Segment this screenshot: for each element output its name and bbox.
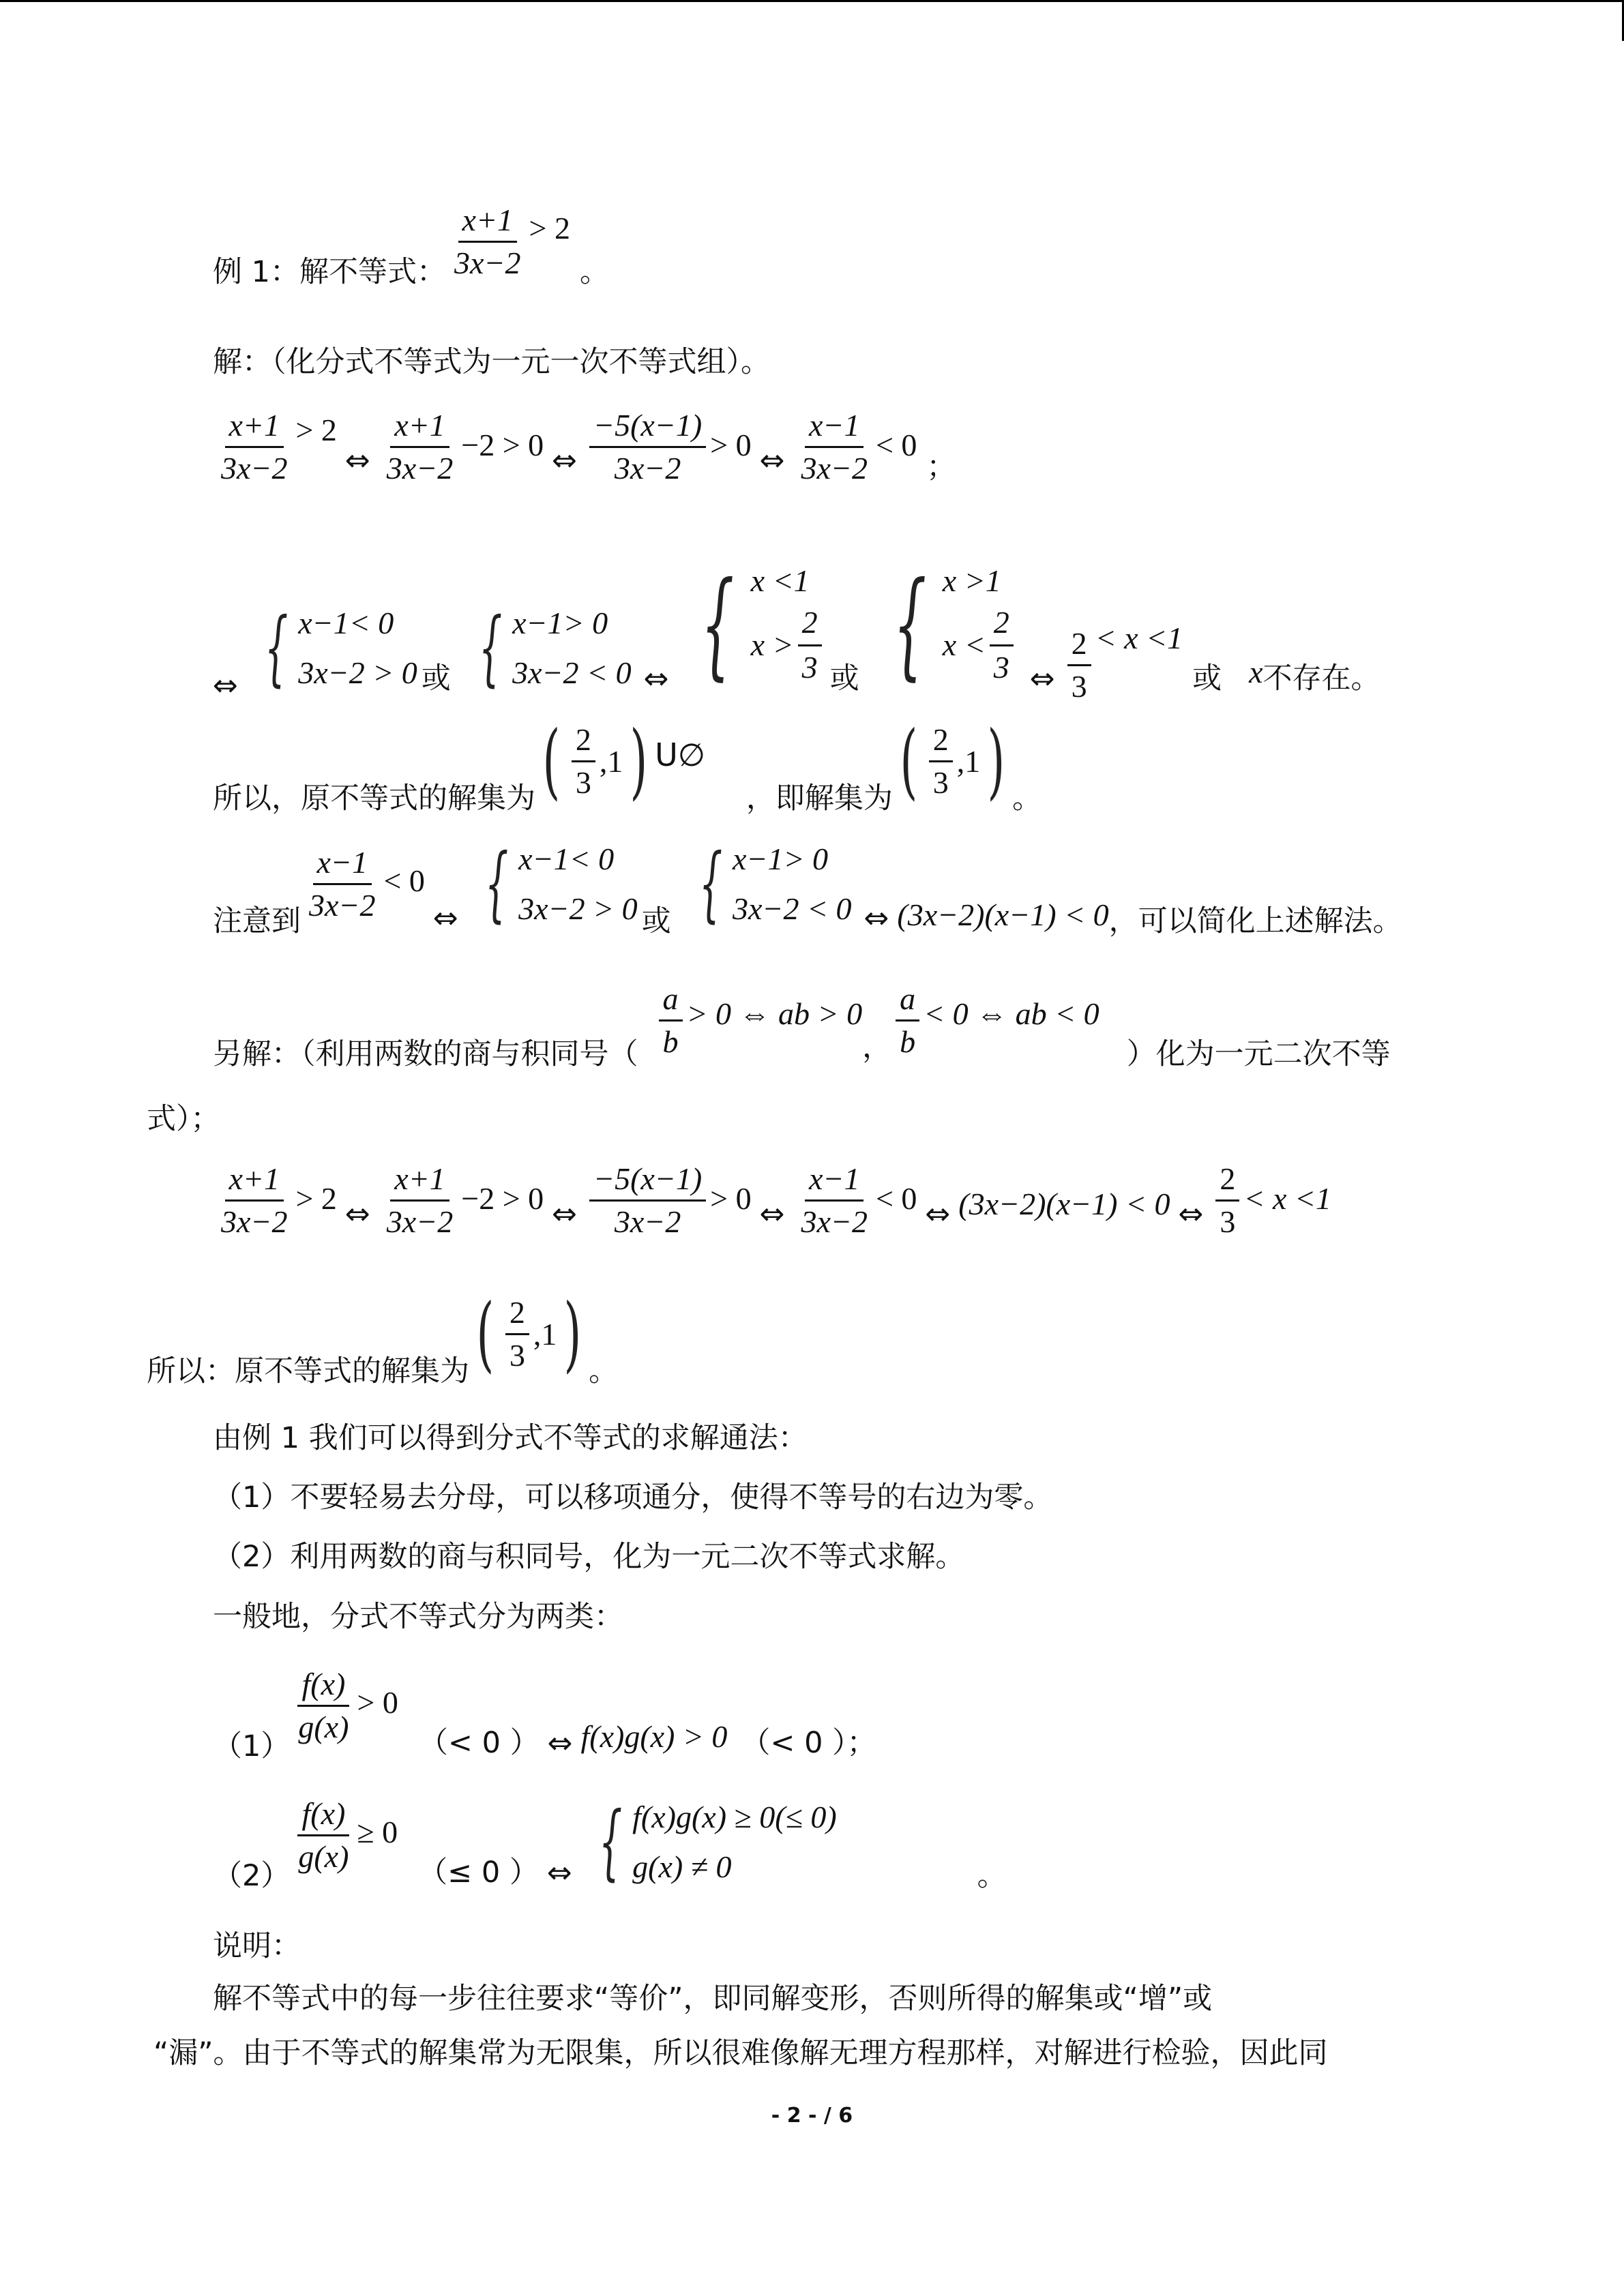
or-2: 或: [829, 661, 859, 696]
alt-cont: 式）；: [147, 1102, 220, 1136]
frac-3: $\frac{-5(x-1)}{3x-2}$: [589, 409, 706, 486]
chain1-end: ；: [926, 450, 956, 485]
example-rel: > 2: [529, 210, 570, 245]
tail-text: 不存在。: [1263, 661, 1381, 696]
system-3: { x <1 x > $\frac{2}{3}$: [681, 564, 825, 685]
remark-p1: 解不等式中的每一步往往要求“等价”，即同解变形，否则所得的解集或“增”或: [213, 1982, 1213, 2016]
general-p4: 一般地，分式不等式分为两类：: [213, 1600, 623, 1634]
frac-1: $\frac{x+1}{3x-2}$: [221, 408, 288, 486]
alt-post: ）化为一元二次不等: [1126, 1037, 1391, 1071]
general-p3: （2）利用两数的商与积同号，化为一元二次不等式求解。: [213, 1540, 965, 1574]
note-pre: 注意到: [213, 904, 301, 938]
system-1: { x−1< 0 3x−2 > 0: [264, 600, 417, 696]
frac-4: $\frac{x-1}{3x-2}$: [801, 408, 868, 486]
iff-3: ⇔: [759, 443, 785, 478]
chain-3: $\frac{x+1}{3x-2}$ > 2 ⇔ $\frac{x+1}{3x-2}$ −2 > 0 ⇔ $\frac{-5(x-1)}{3x-2}$ > 0 ⇔ $\frac{x-1}{3x-2}$ < 0 ⇔ (3x−2)(x−1) < 0 ⇔ $\frac{2}{3}$ < x <1: [221, 1161, 1331, 1240]
tail-var: x: [1249, 654, 1263, 689]
answer-1: 所以，原不等式的解集为 ( $\frac{2}{3}$ ,1 ) U∅ ，即解集为 ( $\frac{2}{3}$ ,1 ) 。: [213, 713, 1042, 816]
system-4: { x >1 x < $\frac{2}{3}$: [873, 564, 1018, 685]
or-1: 或: [421, 661, 451, 696]
result-frac: $\frac{2}{3}$: [1067, 627, 1091, 704]
note-product: (3x−2)(x−1) < 0: [897, 897, 1109, 932]
solution-heading: [213, 345, 770, 379]
note-line: 注意到 $\frac{x-1}{3x-2}$ < 0 ⇔ { x−1< 0 3x−2 > 0 或 { x−1> 0 3x−2 < 0 ⇔ (3x−2)(x−1) < 0 ，可以简化上述解法。: [213, 836, 1402, 938]
top-border: [0, 0, 1624, 2]
iff-6: ⇔: [1029, 661, 1055, 696]
example-end: 。: [579, 255, 609, 289]
rel-2: −2 > 0: [461, 428, 544, 463]
type-2: （2） $\frac{f(x)}{g(x)}$ ≥ 0 （≤ 0 ） ⇔ { f(x)g(x) ≥ 0(≤ 0) g(x) ≠ 0 。: [213, 1794, 1007, 1893]
example-fraction: $\frac{x+1}{3x-2}$: [454, 202, 521, 280]
remark-p2: “漏”。由于不等式的解集常为无限集，所以很难像解无理方程那样，对解进行检验，因此同: [153, 2036, 1328, 2070]
rel-4: < 0: [875, 428, 917, 463]
note-system-2: { x−1> 0 3x−2 < 0: [698, 836, 852, 931]
note-post: ，可以简化上述解法。: [1108, 904, 1402, 938]
page-number: - 2 - / 6: [771, 2104, 853, 2128]
union-empty: U∅: [655, 736, 705, 773]
answer1-mid: ，即解集为: [745, 781, 893, 816]
chain-1: [213, 409, 956, 486]
type2-system: { f(x)g(x) ≥ 0(≤ 0) g(x) ≠ 0: [598, 1794, 837, 1890]
example-label: 例 1：解不等式：: [213, 255, 447, 289]
remark-title: 说明：: [213, 1929, 301, 1963]
iff-1: ⇔: [344, 443, 370, 478]
frac-2: $\frac{x+1}{3x-2}$: [386, 408, 454, 486]
general-p1: 由例 1 我们可以得到分式不等式的求解通法：: [213, 1421, 808, 1455]
type-1: （1） $\frac{f(x)}{g(x)}$ > 0 （< 0 ） ⇔ f(x)g(x) > 0 （< 0 ）；: [213, 1666, 876, 1763]
iff-4: ⇔: [213, 668, 238, 703]
rel-3: > 0: [710, 428, 752, 463]
system-2: { x−1> 0 3x−2 < 0: [478, 600, 632, 696]
or-3: 或: [1192, 661, 1222, 696]
iff-2: ⇔: [552, 443, 578, 478]
alt-line: 另解：（利用两数的商与积同号（ $\frac{a}{b}$ > 0 ⇔ ab > 0 ， $\frac{a}{b}$ < 0 ⇔ ab < 0 ）化为一元二次不等: [213, 981, 1391, 1071]
solution-label: 解：（化分式不等式为一元一次不等式组）。: [213, 345, 770, 379]
rel-1: > 2: [295, 412, 337, 447]
alt-pre: 另解：（利用两数的商与积同号（: [213, 1037, 638, 1071]
general-p2: （1）不要轻易去分母，可以移项通分，使得不等号的右边为零。: [213, 1480, 1053, 1515]
note-system-1: { x−1< 0 3x−2 > 0: [484, 836, 638, 931]
answer1-pre: 所以，原不等式的解集为: [213, 781, 535, 816]
answer-2: 所以：原不等式的解集为 ( $\frac{2}{3}$ ,1 ) 。: [147, 1286, 619, 1388]
iff-5: ⇔: [643, 661, 669, 696]
example-line: [213, 202, 609, 289]
chain-2: [213, 532, 1381, 704]
result-rest: < x <1: [1095, 620, 1183, 655]
